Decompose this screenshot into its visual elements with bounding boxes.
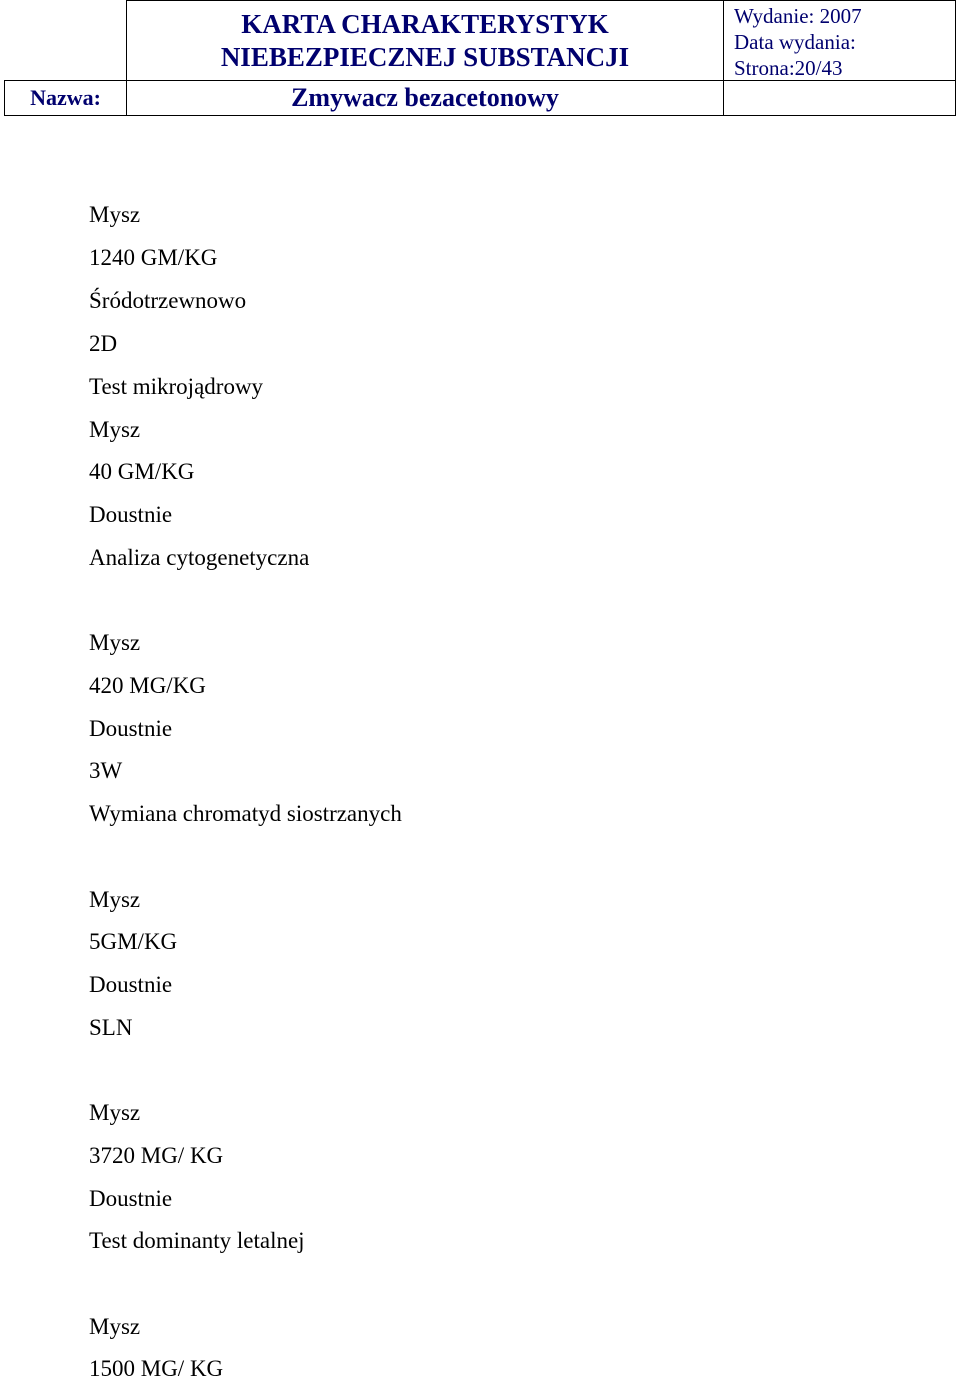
body-line: SLN: [89, 1015, 133, 1040]
body-line: 1240 GM/KG: [89, 245, 218, 270]
body-line: 3720 MG/ KG: [89, 1143, 224, 1168]
issue-date-text: Data wydania:: [734, 30, 856, 54]
body-line: 1500 MG/ KG: [89, 1356, 224, 1381]
body-line: Test dominanty letalnej: [89, 1228, 305, 1253]
body-line: Mysz: [89, 1314, 141, 1339]
body-line: Mysz: [89, 887, 141, 912]
body-line: Analiza cytogenetyczna: [89, 545, 310, 570]
body-line: Test mikrojądrowy: [89, 374, 264, 399]
body-line: Doustnie: [89, 502, 173, 527]
body-line: Mysz: [89, 630, 141, 655]
body-line: Śródotrzewnowo: [89, 288, 247, 313]
document-title-line-2: NIEBEZPIECZNEJ SUBSTANCJI: [220, 41, 630, 72]
name-label: Nazwa:: [4, 80, 127, 116]
document-header: [4, 0, 956, 116]
body-line: Doustnie: [89, 716, 173, 741]
document-meta: [723, 0, 956, 81]
edition-text: Wydanie: 2007: [734, 4, 862, 28]
page-number-text: Strona:20/43: [734, 56, 843, 80]
body-line: 2D: [89, 331, 118, 356]
document-title: [126, 0, 724, 81]
body-line: 420 MG/KG: [89, 673, 206, 698]
body-line: Mysz: [89, 1100, 141, 1125]
body-line: 5GM/KG: [89, 929, 178, 954]
body-line: Mysz: [89, 417, 141, 442]
document-title-line-1: KARTA CHARAKTERYSTYK: [241, 8, 609, 39]
body-line: Wymiana chromatyd siostrzanych: [89, 801, 402, 826]
product-name: Zmywacz bezacetonowy: [126, 80, 724, 116]
body-line: 40 GM/KG: [89, 459, 195, 484]
body-line: Mysz: [89, 202, 141, 227]
body-line: Doustnie: [89, 972, 173, 997]
header-blank-cell: [723, 80, 956, 116]
body-line: Doustnie: [89, 1186, 173, 1211]
body-line: 3W: [89, 758, 123, 783]
